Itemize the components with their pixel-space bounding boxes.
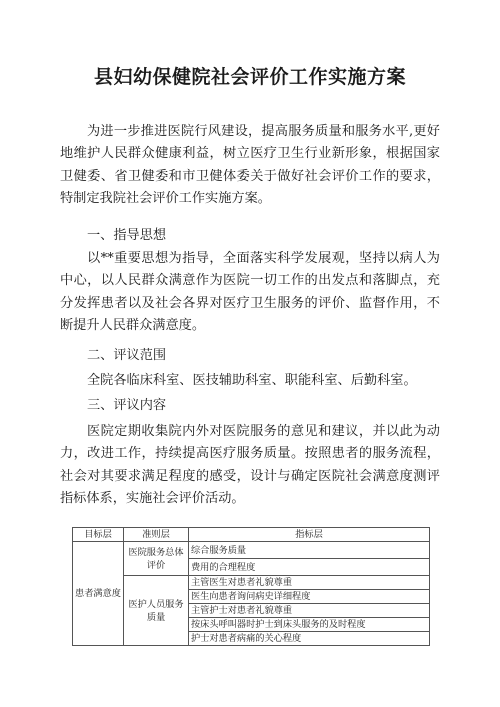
page-title: 县妇幼保健院社会评价工作实施方案: [93, 66, 406, 88]
header-criterion-layer: 准则层: [124, 528, 189, 542]
section-heading: 一、指导思想: [87, 228, 167, 243]
indicator-cell: 按床头呼叫器时护士到床头服务的及时程度: [189, 618, 430, 632]
target-cell: 患者满意度: [73, 542, 124, 646]
intro-paragraph: 为进一步推进医院行风建设，提高服务质量和服务水平,更好地维护人民群众健康利益，树立医疗卫生行业新形象，根据国家卫健委、省卫健委和市卫健体委关于做好社会评价工作的要求，特制定我院社会评价工作实施方案。: [60, 124, 440, 206]
table-row: [73, 542, 430, 559]
indicator-cell: 主管医生对患者礼貌尊重: [189, 576, 430, 590]
indicator-cell: 主管护士对患者礼貌尊重: [189, 604, 430, 618]
header-target-layer: 目标层: [73, 528, 124, 542]
header-indicator-layer: 指标层: [189, 528, 430, 542]
indicator-cell: 护士对患者病痛的关心程度: [189, 632, 430, 646]
indicator-cell: 费用的合理程度: [189, 559, 430, 576]
indicator-cell: 综合服务质量: [189, 542, 430, 559]
criterion-cell: 医院服务总体评价: [124, 542, 189, 576]
section-body: 以**重要思想为指导，全面落实科学发展观，坚持以病人为中心，以人民群众满意作为医院一切工作的出发点和落脚点，充分发挥患者以及社会各界对医疗卫生服务的评价、监督作用，不断提升人民群众满意度。: [60, 251, 440, 333]
indicator-cell: 医生向患者询问病史详细程度: [189, 590, 430, 604]
section-body: 全院各临床科室、医技辅助科室、职能科室、后勤科室。: [87, 373, 417, 388]
criterion-cell: 医护人员服务质量: [124, 576, 189, 646]
evaluation-index-table: [72, 527, 430, 646]
table-header-row: [73, 528, 430, 542]
section-heading: 三、评议内容: [87, 398, 167, 413]
table-row: [73, 576, 430, 590]
section-heading: 二、评议范围: [87, 348, 167, 363]
section-body: 医院定期收集院内外对医院服务的意见和建议，并以此为动力，改进工作，持续提高医疗服务质量。按照患者的服务流程，社会对其要求满足程度的感受，设计与确定医院社会满意度测评指标体系，实施社会评价活动。: [60, 424, 440, 506]
